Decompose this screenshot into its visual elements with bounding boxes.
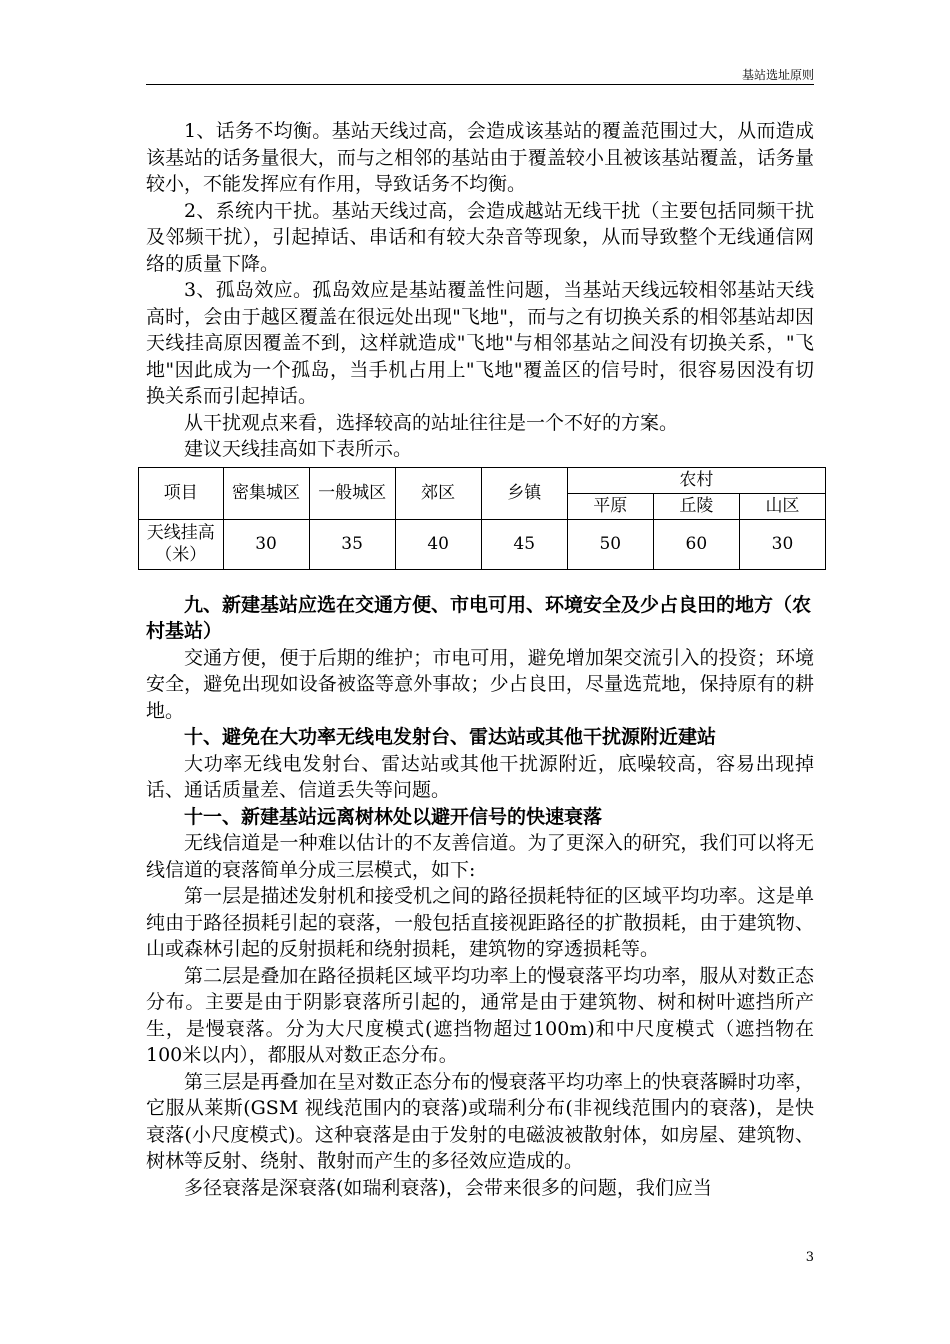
paragraph-interference-view: 从干扰观点来看，选择较高的站址往往是一个不好的方案。 [184, 411, 679, 434]
section-9-body: 交通方便，便于后期的维护；市电可用，避免增加架交流引入的投资；环境安全，避免出现如设备被盗等意外事故；少占良田，尽量选荒地，保持原有的耕地。 [146, 646, 814, 722]
section-9-heading: 九、新建基站应选在交通方便、市电可用、环境安全及少占良田的地方（农村基站） [146, 593, 812, 642]
page-number: 3 [805, 1250, 814, 1265]
section-11-paragraph: 无线信道是一种难以估计的不友善信道。为了更深入的研究，我们可以将无线信道的衰落简单分成三层模式，如下: [146, 832, 814, 881]
table-header-town: 乡镇 [481, 467, 567, 519]
table-header-item: 项目 [139, 467, 224, 519]
section-11-paragraph: 第一层是描述发射机和接受机之间的路径损耗特征的区域平均功率。这是单纯由于路径损耗引起的衰落，一般包括直接视距路径的扩散损耗，由于建筑物、山或森林引起的反射损耗和绕射损耗，建筑物的穿透损耗等。 [146, 885, 814, 960]
table-cell: 35 [309, 519, 395, 569]
paragraph-island-effect: 3、孤岛效应。孤岛效应是基站覆盖性问题，当基站天线远较相邻基站天线高时，会由于越区覆盖在很远处出现"飞地"，而与之有切换关系的相邻基站却因天线挂高原因覆盖不到，这样就造成"飞地"与相邻基站之间没有切换关系，"飞地"因此成为一个孤岛，当手机占用上"飞地"覆盖区的信号时，很容易因没有切换关系而引起掉话。 [146, 279, 814, 407]
table-cell: 50 [567, 519, 653, 569]
section-11-paragraph: 多径衰落是深衰落(如瑞利衰落)，会带来很多的问题，我们应当 [184, 1176, 712, 1199]
table-header-rural: 农村 [567, 467, 825, 493]
table-header-plain: 平原 [567, 493, 653, 519]
header-rule [146, 84, 814, 85]
table-header-hills: 丘陵 [653, 493, 739, 519]
table-cell: 30 [739, 519, 825, 569]
table-cell: 40 [395, 519, 481, 569]
paragraph-system-interference: 2、系统内干扰。基站天线过高，会造成越站无线干扰（主要包括同频干扰及邻频干扰），引起掉话、串话和有较大杂音等现象，从而导致整个无线通信网络的质量下降。 [146, 199, 814, 275]
table-row-label: 天线挂高（米） [139, 519, 224, 569]
table-header-urban: 一般城区 [309, 467, 395, 519]
table-header-suburb: 郊区 [395, 467, 481, 519]
table-header-dense-urban: 密集城区 [223, 467, 309, 519]
section-10-heading: 十、避免在大功率无线电发射台、雷达站或其他干扰源附近建站 [184, 726, 717, 748]
table-header-mountain: 山区 [739, 493, 825, 519]
paragraph-table-intro: 建议天线挂高如下表所示。 [184, 438, 413, 460]
section-11-heading: 十一、新建基站远离树林处以避开信号的快速衰落 [184, 805, 603, 828]
section-11-paragraph: 第三层是再叠加在呈对数正态分布的慢衰落平均功率上的快衰落瞬时功率，它服从莱斯(GSM 视线范围内的衰落)或瑞利分布(非视线范围内的衰落)，是快衰落(小尺度模式)。这种衰落是由于发射的电磁波被散射体，如房屋、建筑物、树林等反射、绕射、散射而产生的多径效应造成的。 [146, 1070, 814, 1172]
table-cell: 45 [481, 519, 567, 569]
table-cell: 60 [653, 519, 739, 569]
running-header: 基站选址原则 [741, 68, 814, 82]
page-body [146, 118, 814, 1201]
section-11-paragraph: 第二层是叠加在路径损耗区域平均功率上的慢衰落平均功率，服从对数正态分布。主要是由于阴影衰落所引起的，通常是由于建筑物、树和树叶遮挡所产生，是慢衰落。分为大尺度模式(遮挡物超过100m)和中尺度模式（遮挡物在100米以内），都服从对数正态分布。 [146, 964, 814, 1066]
section-10-body: 大功率无线电发射台、雷达站或其他干扰源附近，底噪较高，容易出现掉话、通话质量差、信道丢失等问题。 [146, 752, 814, 801]
antenna-height-table [138, 467, 826, 570]
paragraph-traffic-imbalance: 1、话务不均衡。基站天线过高，会造成该基站的覆盖范围过大，从而造成该基站的话务量很大，而与之相邻的基站由于覆盖较小且被该基站覆盖，话务量较小，不能发挥应有作用，导致话务不均衡。 [146, 120, 814, 195]
spacer [146, 570, 814, 592]
table-cell: 30 [223, 519, 309, 569]
